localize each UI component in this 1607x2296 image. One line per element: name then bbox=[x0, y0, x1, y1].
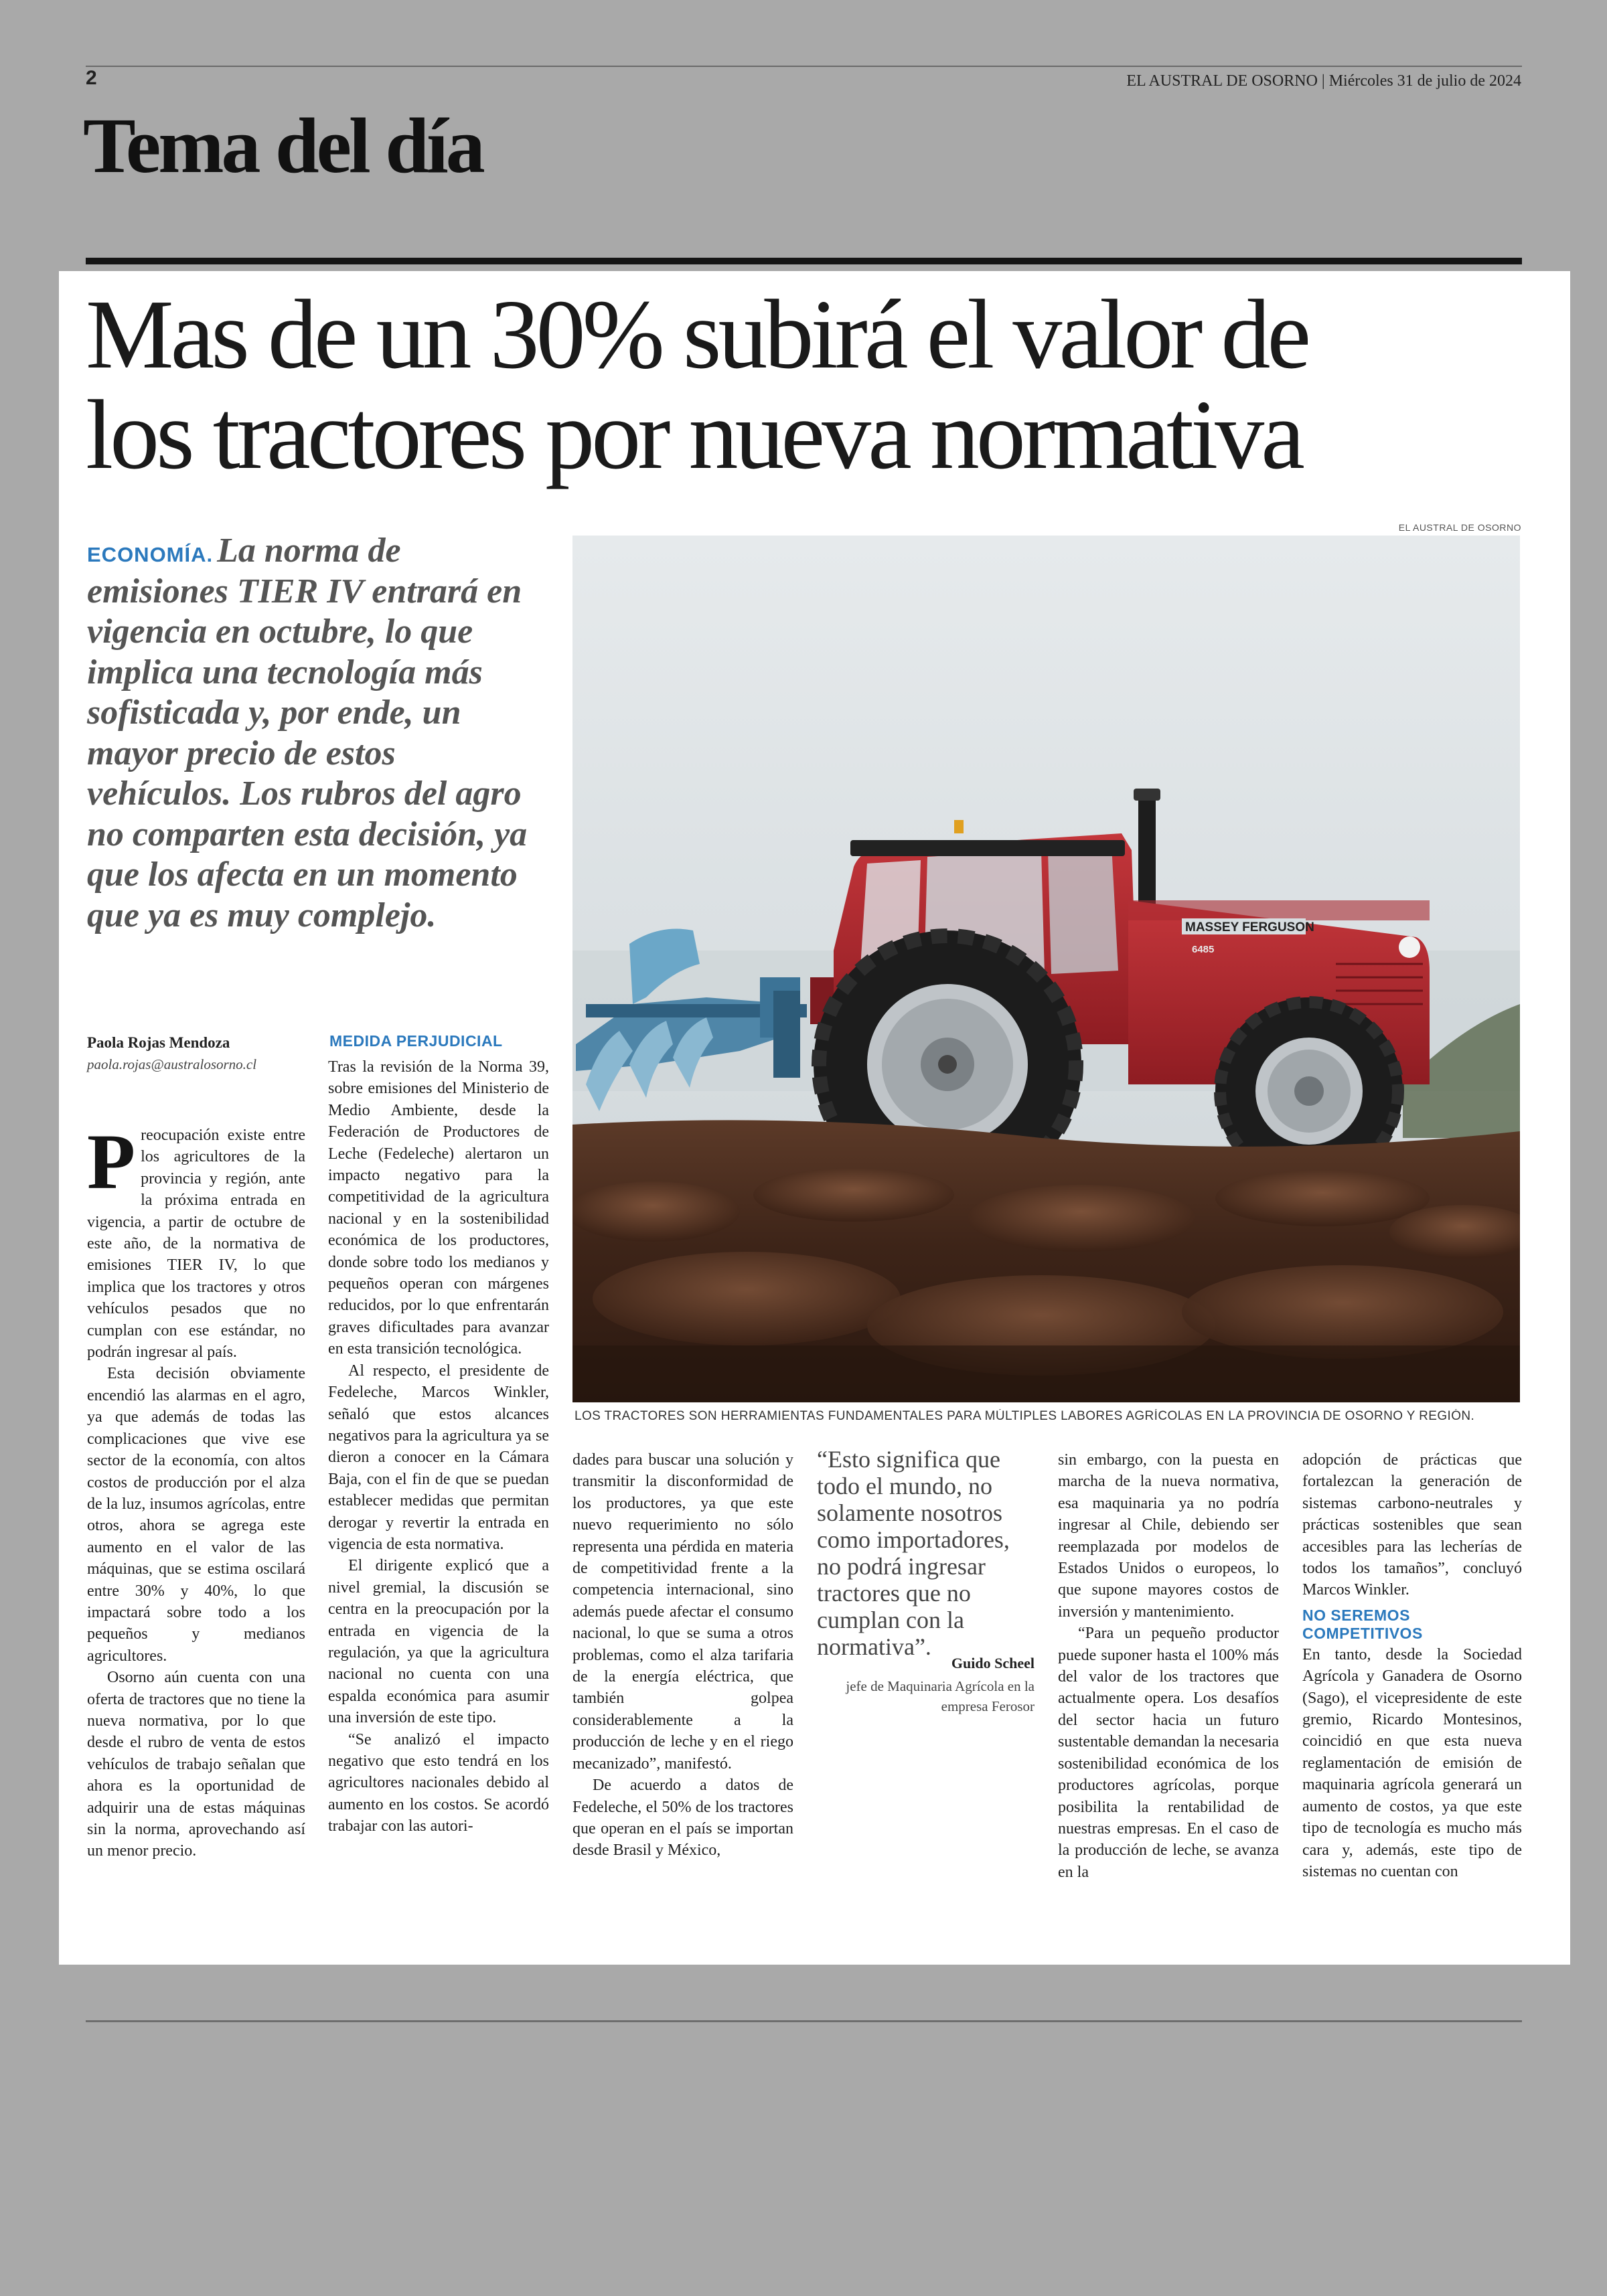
body-column-3 bbox=[572, 1449, 793, 1904]
body-paragraph: dades para buscar una solución y transmitir la disconformidad de los productores, ya que este nuevo requerimiento no sólo representa una pérdida en materia de competitividad frente a la competencia internacional, sino además puede afectar el consumo nacional, lo que se suma a otros problemas, como el alza tarifaria de la energía eléctrica, que también golpea considerablemente a la producción de leche y en el riego mecanizado”, manifestó. bbox=[572, 1451, 793, 1773]
subhead-medida-perjudicial: MEDIDA PERJUDICIAL bbox=[329, 1032, 503, 1050]
body-paragraph: Osorno aún cuenta con una oferta de tractores que no tiene la nueva normativa, por lo que desde el rubro de venta de estos vehículos de trabajo señalan que ahora es la oportunidad de adquirir una de estas máquinas sin la norma, aprovechando así un menor precio. bbox=[87, 1669, 305, 1860]
body-column-5 bbox=[1058, 1449, 1279, 1904]
pull-quote: “Esto significa que todo el mundo, no solamente nosotros como importadores, no podrá ingresar tractores que no cumplan con la normativa”. bbox=[817, 1446, 1010, 1660]
author-name: Paola Rojas Mendoza bbox=[87, 1034, 230, 1051]
page-number: 2 bbox=[86, 67, 97, 89]
body-paragraph: De acuerdo a datos de Fedeleche, el 50% de los tractores que operan en el país se importan desde Brasil y México, bbox=[572, 1777, 793, 1860]
masthead-separator: | bbox=[1321, 72, 1325, 90]
body-paragraph bbox=[87, 1125, 305, 1363]
headline-line-2: los tractores por nueva normativa bbox=[86, 380, 1302, 490]
photo-credit: EL AUSTRAL DE OSORNO bbox=[1398, 522, 1521, 533]
tractor-brand: MASSEY FERGUSON bbox=[1185, 920, 1314, 934]
photo-caption: LOS TRACTORES SON HERRAMIENTAS FUNDAMENTALES PARA MÚLTIPLES LABORES AGRÍCOLAS EN LA PROVINCIA DE OSORNO Y REGIÓN. bbox=[575, 1409, 1475, 1423]
headline bbox=[86, 280, 1532, 490]
lead-paragraph bbox=[87, 531, 542, 936]
body-paragraph: Tras la revisión de la Norma 39, sobre emisiones del Ministerio de Medio Ambiente, desde la Federación de Productores de Leche (Fedeleche) alertaron un impacto negativo para la competitividad de la agricultura nacional y en la sostenibilidad económica de los productores, donde sobre todo los medianos y pequeños operan con márgenes reducidos, por lo que enfrentarán graves dificultades para avanzar en esta transición tecnológica. bbox=[328, 1058, 549, 1358]
body-paragraph: En tanto, desde la Sociedad Agrícola y Ganadera de Osorno (Sago), el vicepresidente de este gremio, Ricardo Montesinos, coincidió en que esta nueva reglamentación de emisión de maquinaria agrícola generará un aumento de costos, ya que este tipo de tecnología es mucho más cara y, además, este tipo de sistemas no cuentan con bbox=[1302, 1645, 1522, 1880]
body-column-2 bbox=[328, 1056, 549, 1901]
tractor-model: 6485 bbox=[1192, 944, 1215, 955]
body-paragraph: Esta decisión obviamente encendió las alarmas en el agro, ya que además de todas las complicaciones que vive ese sector de la economía, con altos costos de producción por el alza de la luz, insumos agrícolas, entre otros, ahora se agrega este aumento en el valor de las máquinas, que se estima oscilará entre 30% y 40%, lo que impactará sobre todo a los pequeños y medianos agricultores. bbox=[87, 1365, 305, 1665]
headline-line-1: Mas de un 30% subirá el valor de bbox=[86, 280, 1308, 390]
section-title: Tema del día bbox=[83, 102, 483, 189]
top-rule bbox=[86, 66, 1522, 67]
body-column-1 bbox=[87, 1125, 305, 1901]
body-paragraph: Al respecto, el presidente de Fedeleche, Marcos Winkler, señaló que estos alcances negativos para la agricultura ya se dieron a conocer en la Cámara Baja, con el fin de que se puedan establecer medidas que permitan derogar y revertir la entrada en vigencia de esta normativa. bbox=[328, 1362, 549, 1553]
paragraph-text: reocupación existe entre los agricultores de la provincia y región, ante la próxima entrada en vigencia, a partir de octubre de este año, de la normativa de emisiones TIER IV, lo que implica que los tractores y otros vehículos pesados que no cumplan con ese estándar, no podrán ingresar al país. bbox=[87, 1127, 305, 1362]
quote-attribution-role: jefe de Maquinaria Agrícola en la empresa Ferosor bbox=[846, 1678, 1035, 1714]
plowed-soil bbox=[572, 1120, 1520, 1402]
body-paragraph: El dirigente explicó que a nivel gremial, la discusión se centra en la preocupación por la entrada en vigencia de la regulación, ya que la agricultura nacional no cuenta con una espalda económica para asumir una inversión de este tipo. bbox=[328, 1557, 549, 1727]
author-email: paola.rojas@australosorno.cl bbox=[87, 1056, 257, 1072]
lead-text: La norma de emisiones TIER IV entrará en vigencia en octubre, lo que implica una tecnología más sofisticada y, por ende, un mayor precio de estos vehículos. Los rubros del agro no comparten esta decisión, ya que los afecta en un momento que ya es muy complejo. bbox=[87, 531, 528, 934]
body-paragraph: “Para un pequeño productor puede suponer hasta el 100% más del valor de los tractores que actualmente opera. Los desafíos del sector hacia un futuro sustentable demandan la necesaria sostenibilidad económica de los productores agrícolas, porque posibilita la rentabilidad de nuestras empresas. En el caso de la producción de leche, se avanza en la bbox=[1058, 1625, 1279, 1881]
drop-cap: P bbox=[87, 1125, 136, 1206]
section-rule bbox=[86, 258, 1522, 264]
body-column-6 bbox=[1302, 1449, 1522, 1904]
newspaper-name: EL AUSTRAL DE OSORNO bbox=[1126, 72, 1318, 90]
tractor-photo bbox=[572, 536, 1520, 1402]
bottom-rule bbox=[86, 2020, 1522, 2022]
body-paragraph: adopción de prácticas que fortalezcan la generación de sistemas carbono-neutrales y prácticas sostenibles que sean accesibles para las lecherías de todos los tamaños”, concluyó Marcos Winkler. bbox=[1302, 1451, 1522, 1599]
subhead-no-seremos-competitivos: NO SEREMOS COMPETITIVOS bbox=[1302, 1606, 1423, 1642]
quote-attribution-name: Guido Scheel bbox=[951, 1655, 1035, 1671]
body-paragraph: sin embargo, con la puesta en marcha de la nueva normativa, esa maquinaria ya no podría ingresar al Chile, debiendo ser reemplazada por modelos de Estados Unidos o europeos, lo que supone mayores costos de inversión y mantenimiento. bbox=[1058, 1451, 1279, 1621]
tractor-photo-illustration bbox=[572, 536, 1520, 1402]
masthead bbox=[1126, 72, 1521, 90]
issue-date: Miércoles 31 de julio de 2024 bbox=[1328, 72, 1521, 90]
kicker: ECONOMÍA. bbox=[87, 543, 214, 566]
body-paragraph: “Se analizó el impacto negativo que esto tendrá en los agricultores nacionales debido al aumento en los costos. Se acordó trabajar con las autori- bbox=[328, 1730, 549, 1835]
